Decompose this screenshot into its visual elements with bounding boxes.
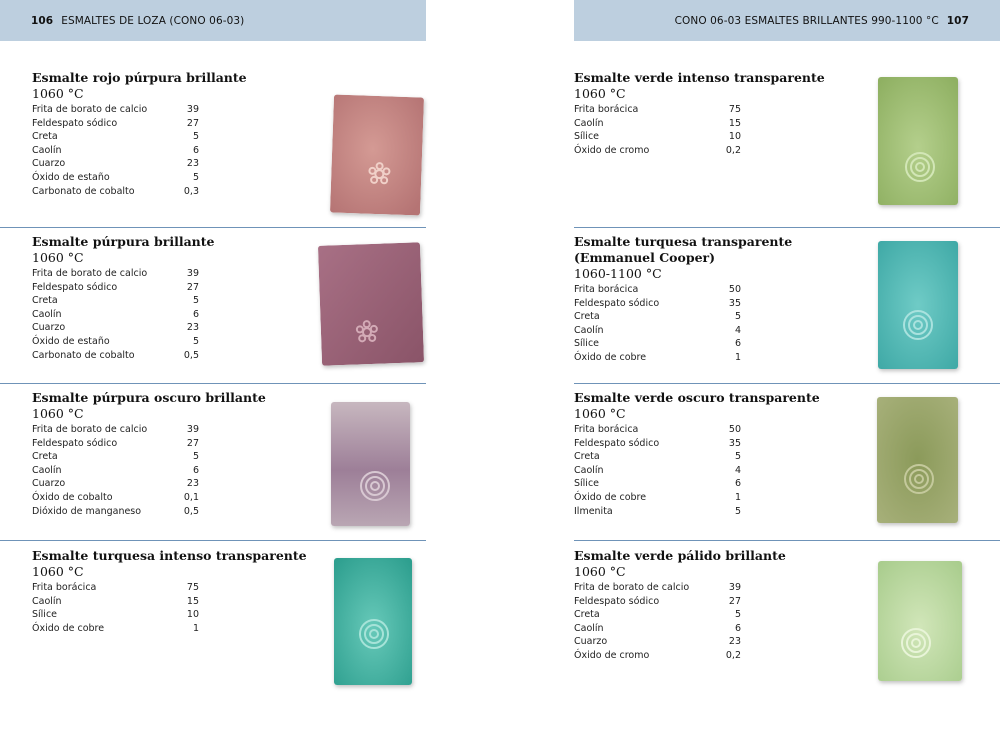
- recipe-temperature: 1060 °C: [32, 86, 84, 101]
- ingredient-row: Caolín 15: [32, 595, 199, 607]
- ingredient-row: Óxido de cromo 0,2: [574, 144, 741, 156]
- ingredient-row: Feldespato sódico 27: [32, 281, 199, 293]
- header-title: CONO 06-03 ESMALTES BRILLANTES 990-1100 °C: [674, 14, 939, 27]
- tile-turquesa-intenso-svg: [334, 558, 412, 685]
- ingredient-row: Frita de borato de calcio 39: [32, 104, 199, 115]
- recipe-title: Esmalte púrpura brillante: [32, 234, 215, 249]
- ingredient-row: Caolín 6: [32, 308, 199, 320]
- ingredient-row: Feldespato sódico 27: [32, 437, 199, 449]
- ingredient-row: Cuarzo 23: [574, 636, 741, 648]
- section-divider: [574, 383, 1000, 384]
- ingredient-row: Creta 5: [32, 451, 199, 463]
- ingredient-row: Feldespato sódico 35: [574, 437, 741, 449]
- tile-turquesa-image: [878, 241, 958, 369]
- tile-verde-oscuro-image: [877, 397, 958, 523]
- ingredient-row: Frita de borato de calcio 39: [574, 582, 741, 593]
- ingredient-row: Frita de borato de calcio 39: [32, 268, 199, 279]
- left-page-header: [0, 0, 426, 41]
- section-divider: [0, 540, 426, 541]
- header-title: ESMALTES DE LOZA (CONO 06-03): [61, 14, 245, 27]
- recipe-verde-palido: [574, 548, 786, 663]
- ingredient-row: Creta 5: [574, 609, 741, 621]
- section-divider: [574, 227, 1000, 228]
- recipe-turquesa-cooper: [574, 234, 834, 365]
- ingredient-row: Feldespato sódico 35: [574, 297, 741, 309]
- ingredient-row: Frita borácica 75: [32, 582, 199, 593]
- ingredient-row: Creta 5: [32, 295, 199, 307]
- ingredient-row: Feldespato sódico 27: [32, 117, 199, 129]
- recipe-temperature: 1060 °C: [574, 86, 626, 101]
- section-divider: [574, 540, 1000, 541]
- ingredient-row: Óxido de cobalto 0,1: [32, 491, 199, 503]
- ingredient-row: Carbonato de cobalto 0,3: [32, 185, 199, 197]
- ingredient-row: Cuarzo 23: [32, 478, 199, 490]
- ingredient-row: Caolín 6: [574, 622, 741, 634]
- tile-turquesa-svg: [878, 241, 958, 369]
- ingredient-row: Frita borácica 50: [574, 284, 741, 295]
- ingredient-row: Cuarzo 23: [32, 158, 199, 170]
- ingredient-row: Caolín 4: [574, 324, 741, 336]
- tile-rojo-purpura-svg: [330, 94, 424, 215]
- tile-verde-palido-image: [878, 561, 962, 681]
- ingredient-row: Caolín 4: [574, 464, 741, 476]
- tile-verde-intenso-image: [878, 77, 958, 205]
- recipe-temperature: 1060 °C: [32, 250, 84, 265]
- ingredient-row: Óxido de cromo 0,2: [574, 649, 741, 661]
- ingredient-row: Frita de borato de calcio 39: [32, 424, 199, 435]
- ingredient-row: Sílice 10: [574, 131, 741, 143]
- ingredient-row: Frita borácica 75: [574, 104, 741, 115]
- ingredient-row: Caolín 15: [574, 117, 741, 129]
- recipe-verde-intenso: [574, 70, 825, 157]
- tile-purpura-oscuro-image: [331, 402, 410, 526]
- recipe-temperature: 1060 °C: [574, 564, 626, 579]
- tile-verde-intenso-svg: [878, 77, 958, 205]
- recipe-temperature: 1060 °C: [574, 406, 626, 421]
- recipe-temperature: 1060-1100 °C: [574, 266, 662, 281]
- page-number: 106: [31, 14, 54, 27]
- section-divider: [0, 227, 426, 228]
- tile-rojo-purpura-image: [330, 94, 424, 215]
- ingredient-row: Cuarzo 23: [32, 322, 199, 334]
- ingredient-row: Sílice 6: [574, 338, 741, 350]
- recipe-title: Esmalte púrpura oscuro brillante: [32, 390, 266, 405]
- recipe-verde-oscuro: [574, 390, 820, 518]
- tile-purpura-image: [318, 242, 424, 365]
- ingredient-row: Caolín 6: [32, 464, 199, 476]
- tile-purpura-svg: [318, 242, 424, 365]
- recipe-rojo-purpura: [32, 70, 247, 198]
- ingredient-row: Óxido de estaño 5: [32, 335, 199, 347]
- tile-turquesa-intenso-image: [334, 558, 412, 685]
- page-number: 107: [946, 14, 969, 27]
- ingredient-row: Creta 5: [574, 451, 741, 463]
- ingredient-row: Óxido de cobre 1: [32, 622, 199, 634]
- recipe-turquesa-intenso: [32, 548, 307, 635]
- ingredient-row: Ilmenita 5: [574, 505, 741, 517]
- ingredient-row: Sílice 10: [32, 609, 199, 621]
- recipe-title: Esmalte rojo púrpura brillante: [32, 70, 247, 85]
- ingredient-row: Carbonato de cobalto 0,5: [32, 349, 199, 361]
- recipe-temperature: 1060 °C: [32, 406, 84, 421]
- recipe-title: Esmalte verde oscuro transparente: [574, 390, 820, 405]
- tile-verde-oscuro-svg: [877, 397, 958, 523]
- recipe-purpura-oscuro: [32, 390, 266, 518]
- recipe-title: Esmalte verde pálido brillante: [574, 548, 786, 563]
- ingredient-row: Creta 5: [574, 311, 741, 323]
- ingredient-row: Feldespato sódico 27: [574, 595, 741, 607]
- recipe-temperature: 1060 °C: [32, 564, 84, 579]
- ingredient-row: Óxido de cobre 1: [574, 351, 741, 363]
- ingredient-row: Frita borácica 50: [574, 424, 741, 435]
- recipe-title: Esmalte verde intenso transparente: [574, 70, 825, 85]
- right-page-header: [574, 0, 1000, 41]
- ingredient-row: Óxido de cobre 1: [574, 491, 741, 503]
- tile-purpura-oscuro-svg: [331, 402, 410, 526]
- ingredient-row: Caolín 6: [32, 144, 199, 156]
- ingredient-row: Sílice 6: [574, 478, 741, 490]
- recipe-purpura: [32, 234, 214, 362]
- ingredient-row: Creta 5: [32, 131, 199, 143]
- ingredient-row: Óxido de estaño 5: [32, 171, 199, 183]
- recipe-title: Esmalte turquesa intenso transparente: [32, 548, 307, 563]
- tile-verde-palido-svg: [878, 561, 962, 681]
- section-divider: [0, 383, 426, 384]
- ingredient-row: Dióxido de manganeso 0,5: [32, 505, 199, 517]
- recipe-title: Esmalte turquesa transparente (Emmanuel Cooper): [574, 234, 793, 265]
